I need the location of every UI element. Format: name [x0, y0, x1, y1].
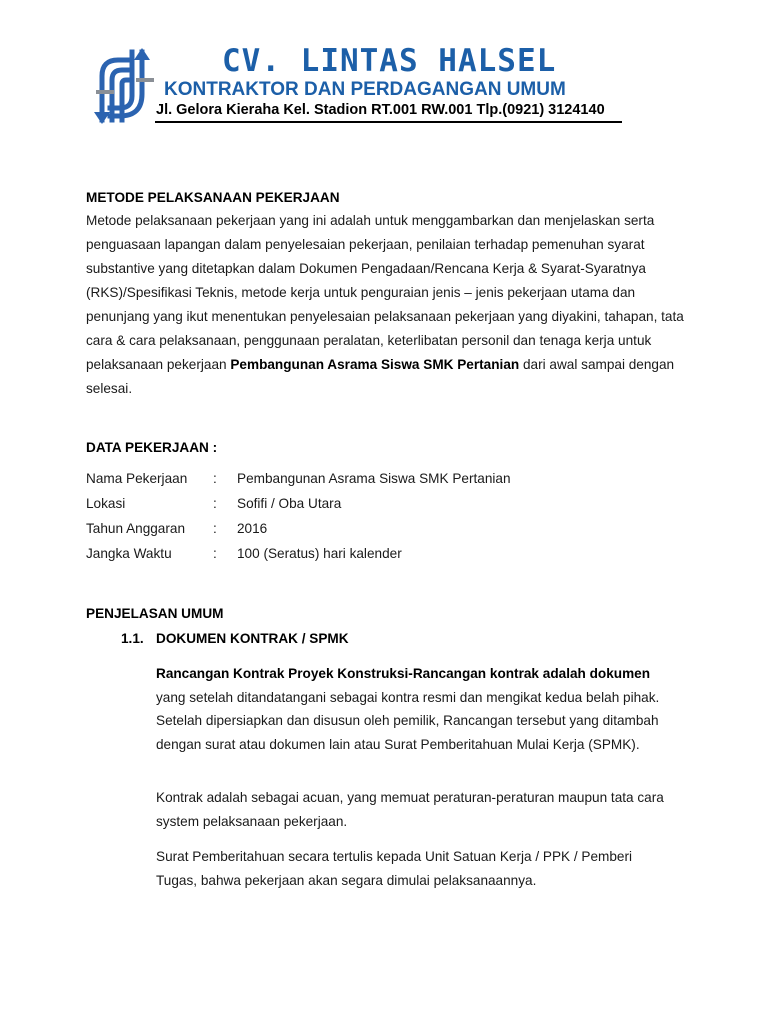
row-label: Tahun Anggaran — [86, 521, 186, 536]
row-label: Jangka Waktu — [86, 546, 172, 561]
row-separator: : — [213, 496, 217, 511]
metode-text-end: dari awal sampai dengan selesai. — [86, 357, 675, 396]
section-title-data: DATA PEKERJAAN : — [86, 440, 218, 455]
metode-paragraph — [86, 209, 696, 401]
row-value: Pembangunan Asrama Siswa SMK Pertanian — [237, 471, 511, 486]
row-value: Sofifi / Oba Utara — [237, 496, 342, 511]
row-value: 100 (Seratus) hari kalender — [237, 546, 402, 561]
row-separator: : — [213, 546, 217, 561]
spmk-paragraph: Surat Pemberitahuan secara tertulis kepada Unit Satuan Kerja / PPK / Pemberi Tugas, bahwa pekerjaan akan segara dimulai pelaksanaannya. — [156, 849, 633, 888]
company-address: Jl. Gelora Kieraha Kel. Stadion RT.001 RW.001 Tlp.(0921) 3124140 — [156, 102, 605, 118]
subsection-title: DOKUMEN KONTRAK / SPMK — [156, 631, 349, 646]
table-row — [86, 496, 511, 521]
company-name: CV. LINTAS HALSEL — [222, 43, 557, 79]
paragraph-lead-bold: Rancangan Kontrak Proyek Konstruksi-Rancangan kontrak adalah dokumen — [156, 666, 651, 681]
row-label: Lokasi — [86, 496, 126, 511]
data-pekerjaan-table — [86, 471, 511, 571]
row-separator: : — [213, 471, 217, 486]
company-tagline: KONTRAKTOR DAN PERDAGANGAN UMUM — [164, 79, 566, 100]
project-name-bold: Pembangunan Asrama Siswa SMK Pertanian — [230, 357, 520, 372]
header-divider — [155, 121, 622, 123]
subsection-number: 1.1. — [121, 631, 144, 646]
dokumen-kontrak-paragraph — [156, 662, 676, 756]
row-separator: : — [213, 521, 217, 536]
row-label: Nama Pekerjaan — [86, 471, 188, 486]
table-row — [86, 471, 511, 496]
row-value: 2016 — [237, 521, 268, 536]
company-logo-icon — [92, 46, 158, 126]
kontrak-paragraph: Kontrak adalah sebagai acuan, yang memuat peraturan-peraturan maupun tata cara system pelaksanaan pekerjaan. — [156, 790, 664, 829]
paragraph-text: yang setelah ditandatangani sebagai kontra resmi dan mengikat kedua belah pihak. Setelah dipersiapkan dan disusun oleh pemilik, Rancangan tersebut yang ditambah dengan surat atau dokumen lain atau Surat Pemberitahuan Mulai Kerja (SPMK). — [156, 689, 660, 752]
section-title-penjelasan: PENJELASAN UMUM — [86, 606, 224, 621]
metode-text: Metode pelaksanaan pekerjaan yang ini adalah untuk menggambarkan dan menjelaskan serta penguasaan lapangan dalam penyelesaian pekerjaan, penilaian terhadap pemenuhan syarat substantive yang ditetapkan dalam Dokumen Pengadaan/Rencana Kerja & Syarat-Syaratnya (RKS)/Spesifikasi Teknis, metode kerja untuk penguraian jenis – jenis pekerjaan utama dan penunjang yang ikut menentukan penyelesaian pelaksanaan pekerjaan yang diyakini, tahapan, tata cara & cara pelaksanaan, penggunaan peralatan, keterlibatan personil dan tenaga kerja untuk pelaksanaan pekerjaan — [86, 213, 684, 372]
table-row — [86, 521, 511, 546]
table-row — [86, 546, 511, 571]
section-title-metode: METODE PELAKSANAAN PEKERJAAN — [86, 190, 340, 205]
